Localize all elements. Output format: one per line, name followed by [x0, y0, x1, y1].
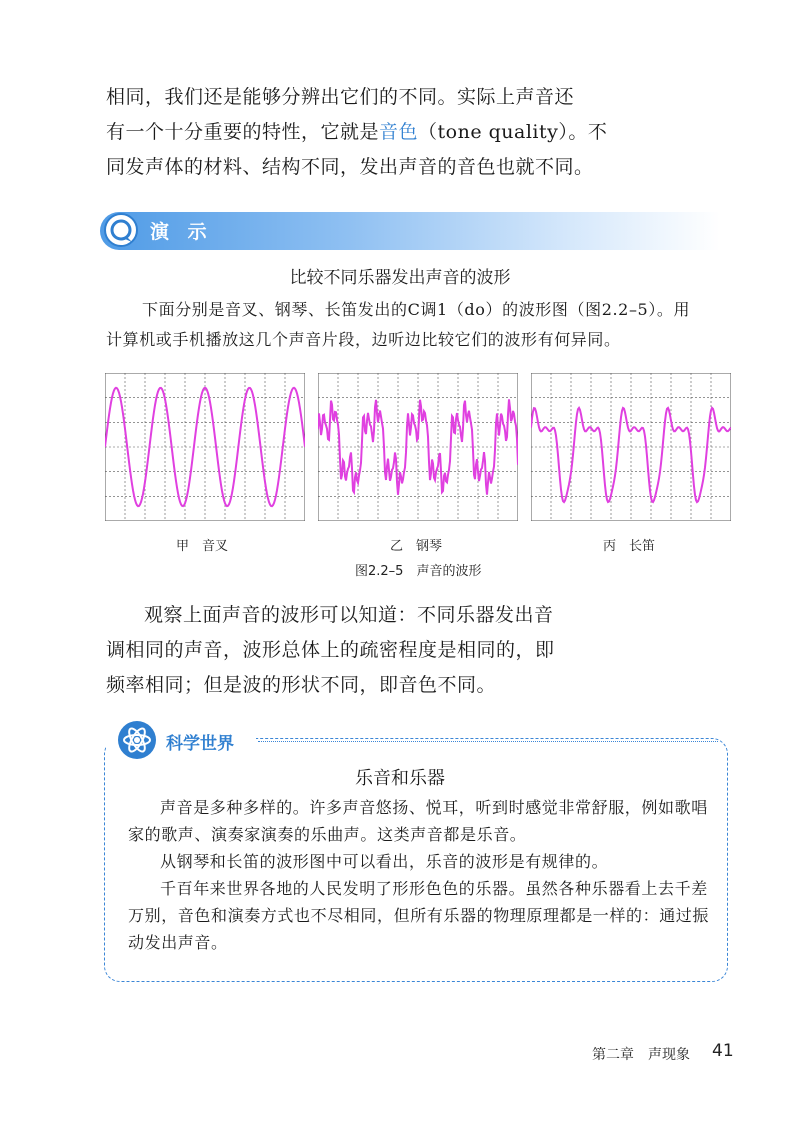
- waveform-flute-svg: [531, 373, 731, 521]
- footer-chapter: 第二章 声现象: [592, 1047, 690, 1063]
- sw-p1-line-1: 声音是多种多样的。许多声音悠扬、悦耳，听到时感觉非常舒服，例如歌唱: [160, 798, 708, 817]
- intro-paragraph: [106, 80, 607, 185]
- intro-line-2-pre: 有一个十分重要的特性，它就是: [106, 121, 380, 143]
- demo-heading: 比较不同乐器发出声音的波形: [289, 268, 511, 288]
- science-world-body: [128, 794, 709, 956]
- sw-p3-line-3: 动发出声音。: [128, 933, 228, 952]
- intro-line-2: [106, 115, 607, 150]
- waveform-piano: [318, 373, 518, 521]
- demo-banner-title: 演 示: [150, 221, 213, 243]
- term-tone-quality: 音色: [379, 121, 419, 143]
- sw-p3-line-1: 千百年来世界各地的人民发明了形形色色的乐器。虽然各种乐器看上去千差: [160, 879, 708, 898]
- observation-line-3: 频率相同；但是波的形状不同，即音色不同。: [106, 674, 497, 696]
- science-world-divider: [258, 741, 718, 742]
- waveform-tuning-fork-svg: [105, 373, 305, 521]
- sw-p1-line-2: 家的歌声、演奏家演奏的乐曲声。这类声音都是乐音。: [128, 825, 527, 844]
- sw-p2-line-1: 从钢琴和长笛的波形图中可以看出，乐音的波形是有规律的。: [160, 852, 609, 871]
- panel-label-flute: 丙 长笛: [603, 539, 656, 554]
- panel-label-tuning-fork: 甲 音叉: [176, 539, 229, 554]
- intro-line-1: 相同，我们还是能够分辨出它们的不同。实际上声音还: [106, 86, 575, 108]
- sw-p3-line-2: 万别，音色和演奏方式也不尽相同，但所有乐器的物理原理都是一样的：通过振: [128, 906, 710, 925]
- observation-line-1: 观察上面声音的波形可以知道：不同乐器发出音: [144, 604, 554, 626]
- science-world-title: 乐音和乐器: [355, 768, 445, 789]
- demo-text-line-2: 计算机或手机播放这几个声音片段，边听边比较它们的波形有何异同。: [106, 330, 621, 349]
- science-world-badge: 科学世界: [166, 734, 234, 754]
- figure-caption: 图2.2–5 声音的波形: [355, 564, 482, 579]
- demo-text-line-1: 下面分别是音叉、钢琴、长笛发出的C调1（do）的波形图（图2.2–5）。用: [142, 300, 691, 319]
- speech-bubble-icon: [104, 213, 138, 247]
- intro-line-2-post: （tone quality）。不: [418, 121, 608, 143]
- waveform-tuning-fork: [105, 373, 305, 521]
- waveform-flute: [531, 373, 731, 521]
- page-number: 41: [712, 1041, 734, 1061]
- observation-paragraph: [106, 598, 555, 703]
- intro-line-3: 同发声体的材料、结构不同，发出声音的音色也就不同。: [106, 156, 594, 178]
- waveform-piano-svg: [318, 373, 518, 521]
- panel-label-piano: 乙 钢琴: [390, 539, 443, 554]
- atom-icon: [117, 720, 157, 760]
- observation-line-2: 调相同的声音，波形总体上的疏密程度是相同的，即: [106, 639, 555, 661]
